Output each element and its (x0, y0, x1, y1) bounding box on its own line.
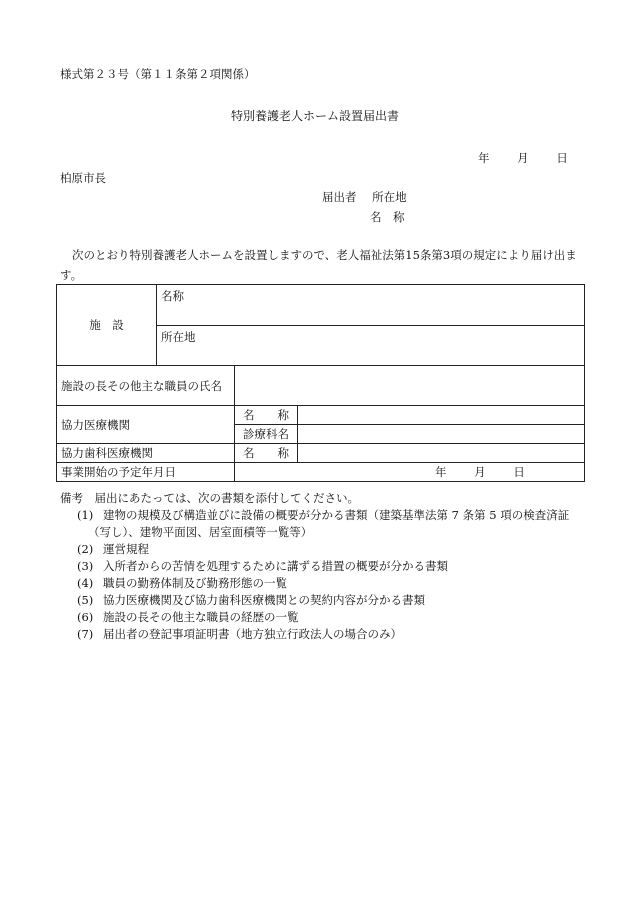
addressee: 柏原市長 (60, 171, 106, 185)
coop-dental-label: 協力歯科医療機関 (57, 444, 235, 463)
note-item (60, 592, 590, 609)
note-text: 協力医療機関及び協力歯科医療機関との契約内容が分かる書類 (103, 593, 425, 607)
note-number: (5) (77, 593, 94, 607)
applicant-location-line (322, 189, 407, 205)
notes-section (60, 490, 590, 643)
coop-medical-department-field[interactable] (298, 425, 585, 444)
note-item-continued (60, 524, 590, 541)
document-title: 特別養護老人ホーム設置届出書 (230, 109, 399, 123)
note-number: (7) (77, 627, 94, 641)
note-text: 届出者の登記事項証明書（地方独立行政法人の場合のみ） (103, 627, 402, 641)
note-text: 施設の長その他主な職員の経歴の一覧 (103, 610, 299, 624)
note-item (60, 575, 590, 592)
facility-label: 施 設 (57, 285, 157, 366)
date-year: 年 (478, 151, 490, 165)
note-item (60, 558, 590, 575)
applicant-name-label: 名 称 (370, 210, 405, 224)
note-text: 運営規程 (103, 542, 149, 556)
start-day: 日 (513, 465, 525, 479)
form-number: 様式第２３号（第１１条第２項関係） (60, 67, 256, 81)
start-date-label: 事業開始の予定年月日 (57, 463, 235, 482)
date-day: 日 (556, 151, 568, 165)
staff-names-field[interactable] (235, 366, 585, 406)
note-item (60, 626, 590, 643)
note-item (60, 541, 590, 558)
note-text: 職員の勤務体制及び勤務形態の一覧 (103, 576, 287, 590)
note-item (60, 609, 590, 626)
facility-name-label: 名称 (161, 289, 184, 303)
coop-dental-name-label: 名 称 (235, 444, 298, 463)
notification-table (56, 284, 585, 482)
coop-dental-name-field[interactable] (298, 444, 585, 463)
staff-names-label: 施設の長その他主な職員の氏名 (57, 366, 235, 406)
note-number: (2) (77, 542, 94, 556)
facility-name-field[interactable] (157, 285, 585, 326)
coop-medical-name-label: 名 称 (235, 406, 298, 425)
facility-location-field[interactable] (157, 326, 585, 366)
note-text-continued: （写し）、建物平面図、居室面積等一覧等） (88, 525, 313, 539)
note-number: (3) (77, 559, 94, 573)
note-item (60, 507, 590, 524)
note-text: 建物の規模及び構造並びに設備の概要が分かる書類（建築基準法第 7 条第 5 項の検査済証 (103, 508, 570, 522)
date-month: 月 (517, 151, 529, 165)
start-month: 月 (474, 465, 486, 479)
note-text: 入所者からの苦情を処理するために講ずる措置の概要が分かる書類 (103, 559, 448, 573)
note-number: (4) (77, 576, 94, 590)
start-year: 年 (435, 465, 447, 479)
start-date-field[interactable] (235, 463, 585, 482)
intro-paragraph: 次のとおり特別養護老人ホームを設置しますので、老人福祉法第15条第3項の規定により届け出ます。 (60, 248, 577, 282)
note-number: (6) (77, 610, 94, 624)
notes-heading: 備考 届出にあたっては、次の書類を添付してください。 (60, 491, 359, 505)
coop-medical-department-label: 診療科名 (235, 425, 298, 444)
submission-date (478, 150, 568, 166)
applicant-label: 届出者 (322, 190, 357, 204)
facility-location-label: 所在地 (161, 330, 196, 344)
coop-medical-name-field[interactable] (298, 406, 585, 425)
applicant-location-label: 所在地 (372, 190, 407, 204)
coop-medical-label: 協力医療機関 (57, 406, 235, 444)
note-number: (1) (77, 508, 94, 522)
